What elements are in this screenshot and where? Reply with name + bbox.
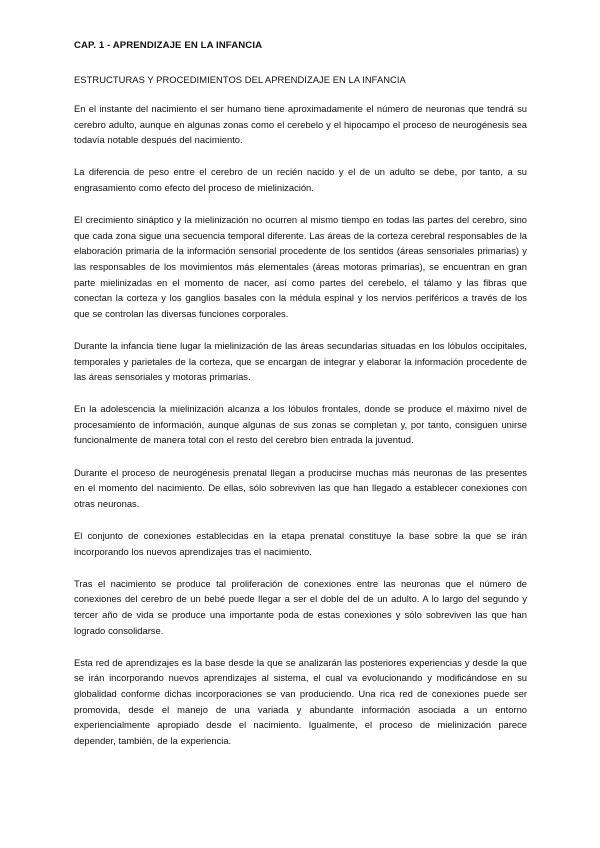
paragraph: El conjunto de conexiones establecidas en la etapa prenatal constituye la base sobre la que se irán incorporando los nuevos aprendizajes tras el nacimiento. (74, 530, 527, 557)
paragraph: Tras el nacimiento se produce tal proliferación de conexiones entre las neuronas que el número de conexiones del cerebro de un bebé puede llegar a ser el doble del de un adulto. A lo largo del segundo y tercer año de vida se produce una importante poda de estas conexiones y sólo sobreviven las que han logrado consolidarse. (74, 577, 527, 636)
paragraph: En el instante del nacimiento el ser humano tiene aproximadamente el número de neuronas que tendrá su cerebro adulto, aunque en algunas zonas como el cerebelo y el hipocampo el proceso de neurogénesis sea todavía notable después del nacimiento. (74, 103, 527, 146)
paragraph: Esta red de aprendizajes es la base desde la que se analizarán las posteriores experiencias y desde la que se irán incorporando nuevos aprendizajes al sistema, el cual va evolucionando y modificándose en su globalidad conforme dichas incorporaciones se van produciendo. Una rica red de conexiones puede ser promovida, desde el manejo de una variada y abundante información asociada a un entorno experiencialmente apropiado desde el nacimiento. Igualmente, el proceso de mielinización parece depender, también, de la experiencia. (74, 656, 527, 746)
paragraph: La diferencia de peso entre el cerebro de un recién nacido y el de un adulto se debe, por tanto, a su engrasamiento como efecto del proceso de mielinización. (74, 166, 527, 193)
document-body (74, 101, 527, 765)
paragraph: En la adolescencia la mielinización alcanza a los lóbulos frontales, donde se produce el máximo nivel de procesamiento de información, aunque algunas de sus zonas se completan y, por tanto, consiguen unirse funcionalmente de manera total con el resto del cerebro bien entrada la juventud. (74, 403, 527, 446)
paragraph: El crecimiento sináptico y la mielinización no ocurren al mismo tiempo en todas las partes del cerebro, sino que cada zona sigue una secuencia temporal diferente. Las áreas de la corteza cerebral responsables de la elaboración primaria de la información sensorial procedente de los sentidos (áreas sensoriales primarias) y las responsables de los movimientos más elementales (áreas motoras primarias), se encuentran en gran parte mielinizadas en el momento de nacer, así como partes del cerebelo, el tálamo y las fibras que conectan la corteza y los ganglios basales con la médula espinal y los nervios periféricos a través de los que se controlan las diversas funciones corporales. (74, 214, 527, 319)
paragraph: Durante el proceso de neurogénesis prenatal llegan a producirse muchas más neuronas de las presentes en el momento del nacimiento. De ellas, sólo sobreviven las que han llegado a establecer conexiones con otras neuronas. (74, 466, 527, 509)
paragraph: Durante la infancia tiene lugar la mielinización de las áreas secundarias situadas en los lóbulos occipitales, temporales y parietales de la corteza, que se encargan de integrar y elaborar la información procedente de las áreas sensoriales y motoras primarias. (74, 339, 527, 383)
section-title: ESTRUCTURAS Y PROCEDIMIENTOS DEL APRENDIZAJE EN LA INFANCIA (74, 74, 406, 85)
chapter-title: CAP. 1 - APRENDIZAJE EN LA INFANCIA (74, 40, 263, 51)
